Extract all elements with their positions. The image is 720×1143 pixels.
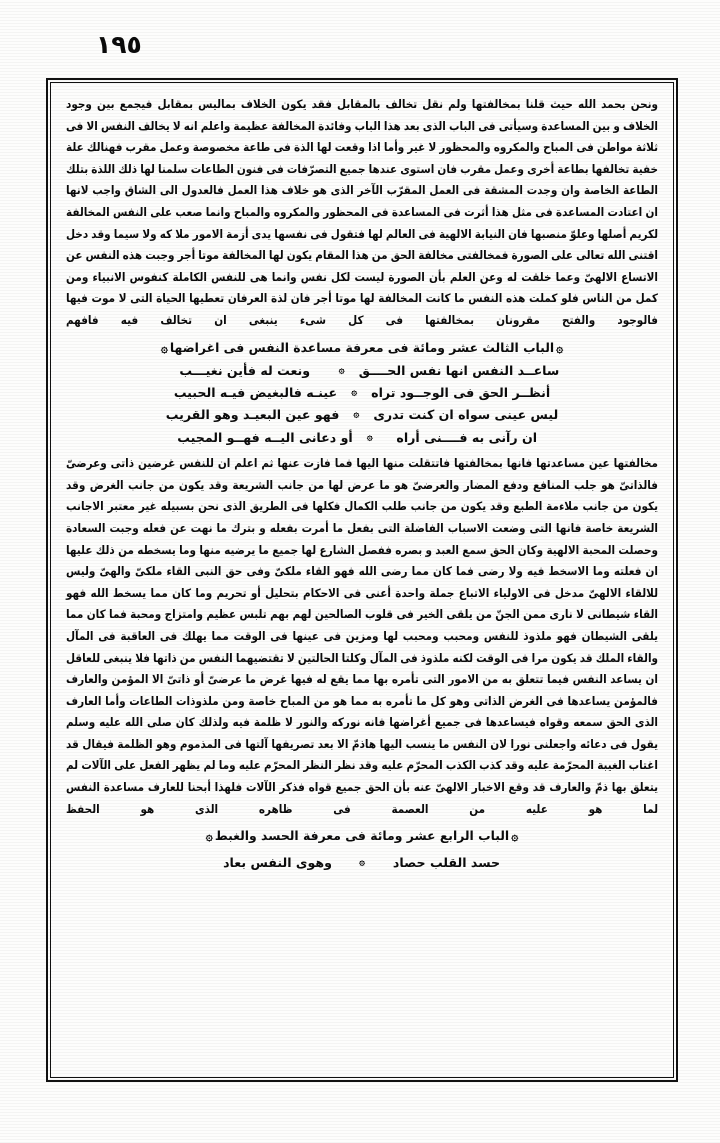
chapter-title-114: الباب الرابع عشر ومائة فى معرفة الحسد والغبط [214, 828, 510, 844]
verse-line [66, 853, 658, 875]
hemistich-first: ليس عينى سواه ان كنت تدرى [373, 407, 559, 423]
verse-line [66, 405, 658, 427]
verse-separator-icon: ۞ [351, 386, 358, 398]
verse-line [66, 428, 658, 450]
verse-group-114 [66, 853, 658, 875]
chapter-heading-113 [66, 337, 658, 359]
verse-separator-icon: ۞ [366, 431, 373, 443]
verse-line [66, 361, 658, 383]
paragraph-one: ونحن بحمد الله حيث قلنا بمخالفتها ولم نقل تخالف بالمقابل فقد يكون الخلاف بمالیس بمقابل فيجمع بين وجود الخلاف و بين المساعدة وسيأتى فى الباب الذى بعد هذا الباب وفائدة المخالفة عظيمة واعلم انه لا يخالف النفس الا فى ثلاثة مواطن فى المباح والمكروه والمحظور لا غير وأما اذا وقعت لها الذة فى طاعة مخصوصة وعمل مقرب فهنالك علة خفية تخالفها بطاعة أخرى وعمل مقرب فان استوى عندها جميع التصرّفات فى فنون الطاعات سلمنا لها ذلك اللذة بتلك الطاعة الخاصة وان وجدت المشقة فى العمل المقرّب الآخر الذى هو خلاف هذا العمل فالعدول الى الشاق واجب لانها ان اعتادت المساعدة فى مثل هذا أثرت فى المساعدة فى المحظور والمكروه والمباح وانما صعب على النفس المخالفة لكريم أصلها وعلوّ منصبها فان النيابة الالهية فى العالم لها فتقول فى نفسها يدى أزمة الامور ملا كه ولا سيما وقد دخل اقتنى الله تعالى على الصورة فمخالفتى مخالفة الحق من هذا المقام يكون لها المخالفة موتا أجر وجبت هذه النفس عن الاتساع الالهىّ وعما خلقت له وعن العلم بأن الصورة ليست لكل نفس وانما هى للنفس الكاملة كنفوس الانبياء ومن كمل من الناس فلو كملت هذه النفس ما كانت المخالفة لها موتا أجر فان لذة العرفان تعطيها الحياة التى لا موت فيها فالوجود والفتح مقرونان بمخالفتها فى كل شىء ينبغى ان تخالف فيه فافهم [66, 97, 658, 327]
hemistich-second: عينـه فالبغيض فيـه الحبيب [173, 384, 338, 400]
ornament-icon-right: ۞ [556, 340, 564, 355]
verse-separator-icon: ۞ [359, 857, 365, 869]
hemistich-first: حسد القلب حصاد [392, 855, 501, 871]
chapter-title-113: الباب الثالث عشر ومائة فى معرفة مساعدة النفس فى اغراضها [169, 339, 555, 355]
paragraph-two: مخالفتها عين مساعدتها فانها بمخالفتها فاتتقلت منها اليها فما فازت عنها ثم اعلم ان للنفس غرضين ذاتى وعرضىّ فالذاتىّ هو جلب المنافع ودفع المضار والعرضىّ هو ما عرض لها من جانب الشريعة وقد يكون من جانب الغرض وقد يكون من جانب ملاءمة الطبع وقد يكون من جانب طلب الكمال فكلها فى الطريق الذى نحن بسبيله غير معتبر الاجانب الشريعة خاصة فانها التى وضعت الاسباب الفاضلة التى بفعل ما أمرت بفعله و بترك ما نهت عن فعله وجبت السعادة وحصلت المحبة الالهية وكان الحق سمع العبد و بصره ففصل الشارع لها جميع ما يرضيه منها وما يسخطه من ذلك عليها ان فعلته وما الاسخط فيه ولا رضى فما كان مما رضى الله فهو القاء ملكىّ وفى حق النبى القاء ملكىّ والهىّ وليس للالقاء الالهىّ مدخل فى الاولياء الاتباع جملة واحدة أعنى فى الاحكام بتحليل أو تحريم وما كان مما يسخط الله فهو القاء شيطانى لا نارى ممن الجنّ من يلقى الخير فى قلوب الصالحين لهم بهم تلبس عظيم وامتزاج ومحبة فما كان مما يلقى الشيطان فهو ملذوذ للنفس ومحبب ومحبب لها ومزين فى عينها فى الوقت مما يهلك فى العاقبة فى المآل والقاء الملك قد يكون مرا فى الوقت لكنه ملذوذ فى المآل وكلتا الحالتين لا تقتضيهما النفس من ذاتها فلا ينبغى للعاقل ان يساعد النفس فيما تتعلق به من الامور التى تأمره بها مما يقع له فيها غرض ما عرضىّ أو ذاتىّ الا المؤمن والعارف فالمؤمن يساعدها فى الغرض الذاتى وهو كل ما تأمره به مما هو من المباح خاصة ومن ملذوذات الطاعات وأما العارف الذى الحق سمعه وقواه فيساعدها فى جميع أغراضها فانه نوركه والنور لا ظلمة فيه ولذلك كان صلى الله عليه وسلم يقول فى دعائه واجعلنى نورا لان النفس ما ينسب اليها هاذمّ الا بعد تصريفها آلتها فى المذموم وهو الظلمة فيقال قد اغتاب الغيبة المحرّمة عليه وقد كذب الكذب المحرّم عليه وقد نظر النظر المحرّم عليه وما لم يظهر الفعل على الآلات لم يتعلق بها ذمّ والعارف قد وقع الاخبار الالهىّ عنه بأن الحق جميع قواه فذكر الآلات فلهذا أبحنا للعارف مساعدة النفس لما هو عليه من العصمة فى ظاهره الذى هو الحفظ [66, 456, 658, 816]
hemistich-first: أنظــر الحق فى الوجــود تراه [371, 384, 551, 400]
verse-group-113 [66, 361, 658, 451]
ornament-icon-right: ۞ [511, 829, 519, 844]
hemistich-first: ساعــد النفس انها نفس الحــــق [358, 362, 560, 378]
hemistich-second: فهو عين البعيـد وهو القريب [165, 407, 340, 423]
chapter-heading-114 [66, 825, 658, 847]
verse-separator-icon: ۞ [338, 364, 345, 376]
verse-separator-icon: ۞ [353, 409, 360, 421]
text-block [58, 88, 666, 1072]
verse-line [66, 383, 658, 405]
page-number: ١٩٥ [96, 30, 142, 59]
ornament-icon-left: ۞ [160, 340, 168, 355]
hemistich-second: أو دعانى اليــه فهــو المجيب [177, 429, 353, 445]
ornament-icon-left: ۞ [205, 829, 213, 844]
hemistich-first: ان رآنى به فــــنى أراه [396, 429, 538, 445]
hemistich-second: وهوى النفس بعاد [223, 855, 332, 871]
hemistich-second: ونعت له فأين نغيـــب [179, 362, 311, 378]
